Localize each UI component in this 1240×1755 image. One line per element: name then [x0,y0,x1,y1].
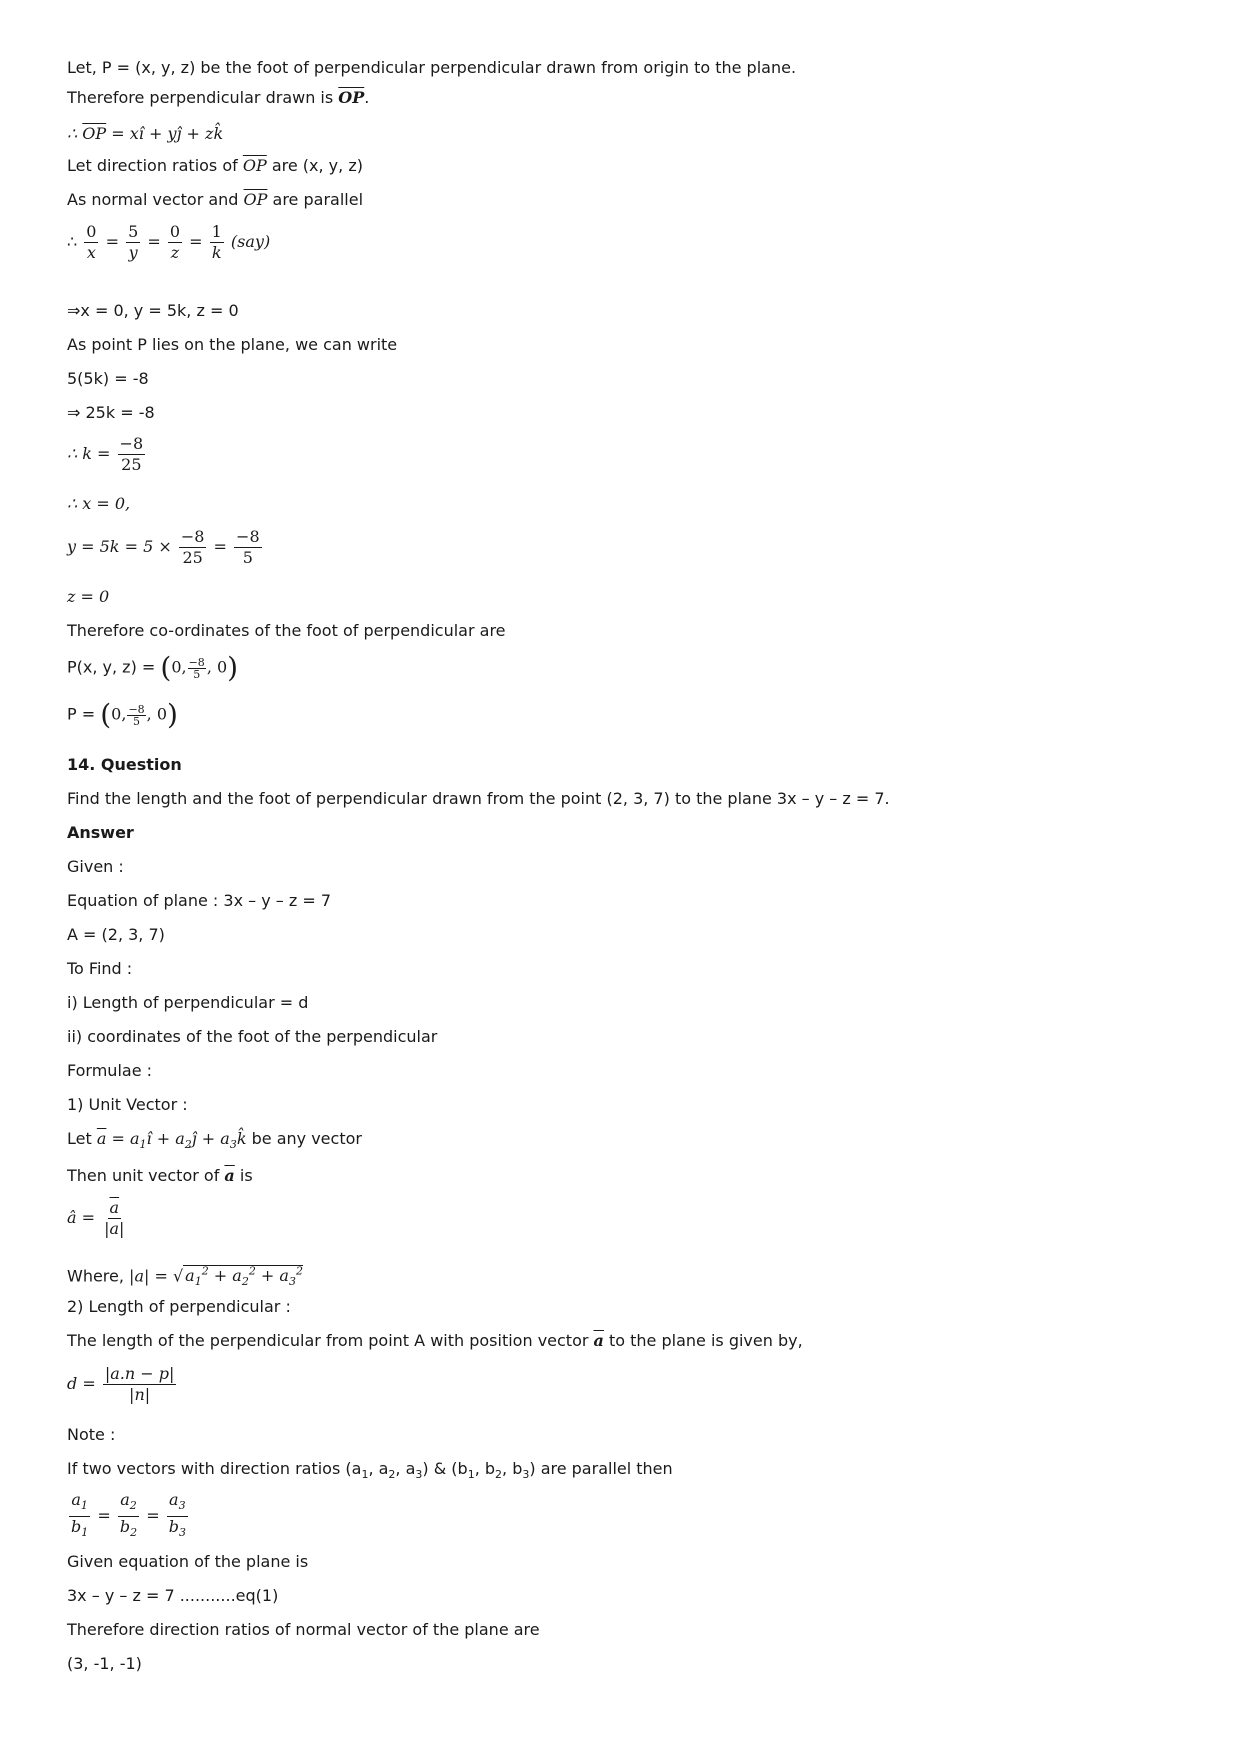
text-line: Let direction ratios of $\overline{OP}$ are (x, y, z) [67,156,363,175]
text-line: 1) Unit Vector : [67,1095,188,1114]
text-line: Equation of plane : 3x – y – z = 7 [67,891,332,910]
text-line: ⇒ 25k = -8 [67,403,155,422]
math-line: y = 5k = 5 × $\frac{-8}{25}$ = $\frac{-8}{5}$ [67,527,260,567]
text-line: If two vectors with direction ratios ($a_1$, $a_2$, $a_3$) & ($b_1$, $b_2$, $b_3$) are parallel then [67,1459,673,1482]
text-line: Therefore co-ordinates of the foot of perpendicular are [67,621,506,640]
ratio-equation: ∴ $\frac{0}{x}$ = $\frac{5}{y}$ = $\frac{0}{z}$ = $\frac{1}{k}$ (say) [67,222,271,262]
magnitude-formula: Where, |a| = √ $a_1^2 + a_2^2 + a_3^2$ [67,1265,303,1289]
math-line: ∴ $\overline{OP}$ = xî + yĵ + zk̂ [67,124,224,143]
text-line: Given equation of the plane is [67,1552,309,1571]
text-line: Therefore perpendicular drawn is $\overline{OP}$. [67,88,370,107]
distance-formula: d = $\frac{|a.n - p|}{|n|}$ [67,1364,175,1404]
text-line: ii) coordinates of the foot of the perpendicular [67,1027,438,1046]
text-line: To Find : [67,959,133,978]
text-line: Therefore direction ratios of normal vector of the plane are [67,1620,540,1639]
vector-definition: Let $\overline{a}$ = $a_1î$ + $a_2ĵ$ + $a_3k̂$ be any vector [67,1129,362,1152]
text-line: Formulae : [67,1061,153,1080]
text-line: A = (2, 3, 7) [67,925,165,944]
math-line: ∴ k = $\frac{-8}{25}$ [67,434,144,474]
answer-heading: Answer [67,823,134,842]
text-line: Let, P = (x, y, z) be the foot of perpendicular perpendicular drawn from origin to the plane. [67,58,797,77]
question-text: Find the length and the foot of perpendicular drawn from the point (2, 3, 7) to the plane 3x – y – z = 7. [67,789,890,808]
text-line: The length of the perpendicular from point A with position vector $\overline{a}$ to the plane is given by, [67,1331,803,1350]
text-line: Note : [67,1425,116,1444]
text-line: i) Length of perpendicular = d [67,993,309,1012]
unit-vector-formula: â = $\frac{\overline{a}}{|a|}$ [67,1198,125,1238]
parallel-ratio-formula: $\frac{a_1}{b_1}$ = $\frac{a_2}{b_2}$ = $\frac{a_3}{b_3}$ [71,1490,186,1540]
text-line: As point P lies on the plane, we can write [67,335,398,354]
text-line: Given : [67,857,124,876]
math-line: ∴ x = 0, [67,494,131,513]
math-line: z = 0 [67,587,110,606]
text-line: 5(5k) = -8 [67,369,149,388]
text-line: ⇒x = 0, y = 5k, z = 0 [67,301,239,320]
text-line: 2) Length of perpendicular : [67,1297,291,1316]
coordinate-line: P = (0, $\frac{-8}{5}$ , 0) [67,698,178,731]
question-heading: 14. Question [67,755,182,774]
text-line: 3x – y – z = 7 ...........eq(1) [67,1586,279,1605]
coordinate-line: P(x, y, z) = (0, $\frac{-8}{5}$ , 0) [67,651,239,684]
text-line: As normal vector and $\overline{OP}$ are parallel [67,190,364,209]
vector-op: $\overline{OP}$ [338,88,365,107]
text-line: (3, -1, -1) [67,1654,142,1673]
text-line: Then unit vector of $\overline{a}$ is [67,1166,253,1185]
